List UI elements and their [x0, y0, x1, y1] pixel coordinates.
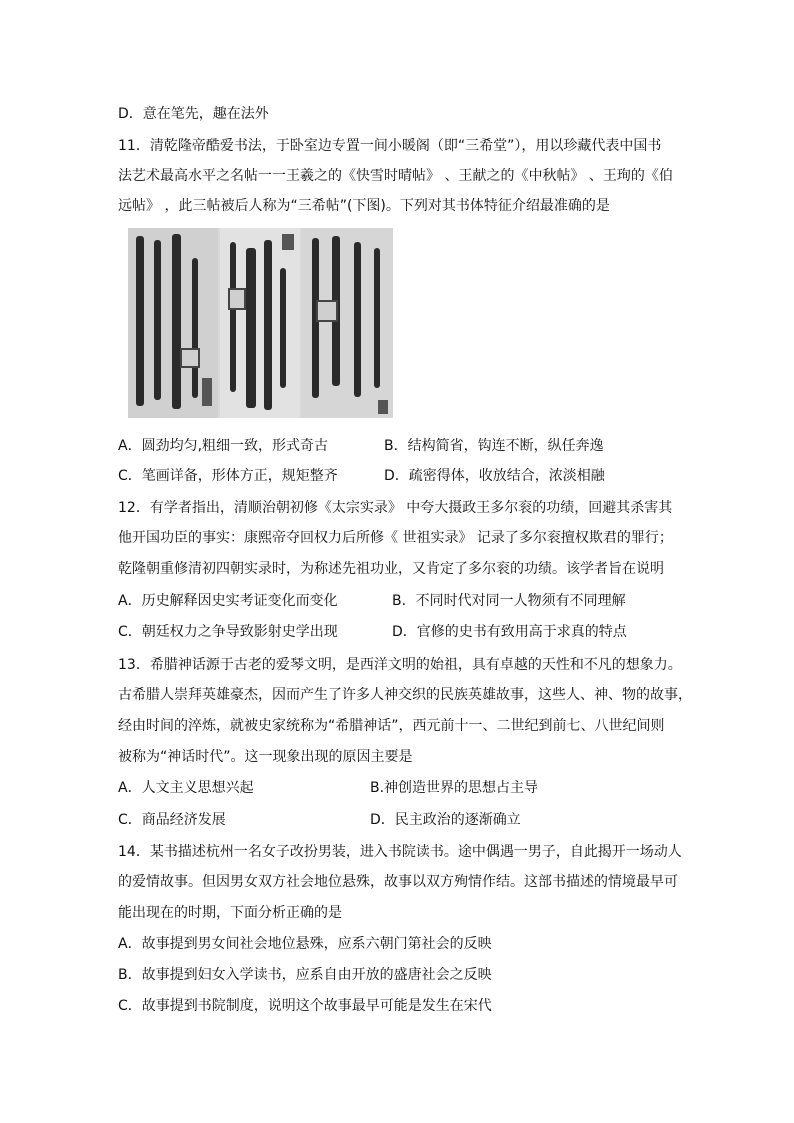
- question-text-line: 14．某书描述杭州一名女子改扮男装，进入书院读书。途中偶遇一男子，自此揭开一场动人: [118, 844, 682, 860]
- option-a[interactable]: A．人文主义思想兴起: [118, 780, 254, 796]
- question-text-line: 12．有学者指出，清顺治朝初修《太宗实录》 中夸大摄政王多尔衮的功绩，回避其杀害其: [118, 500, 673, 516]
- option-d[interactable]: D．官修的史书有致用高于求真的特点: [392, 624, 627, 640]
- option-c[interactable]: C．笔画详备，形体方正，规矩整齐: [118, 468, 338, 484]
- option-c[interactable]: C．故事提到书院制度，说明这个故事最早可能是发生在宋代: [118, 998, 492, 1014]
- option-d[interactable]: D．疏密得体，收放结合，浓淡相融: [384, 468, 605, 484]
- question-text-line: 他开国功臣的事实：康熙帝夺回权力后所修《 世祖实录》 记录了多尔衮擅权欺君的罪行；: [118, 530, 673, 546]
- option-a[interactable]: A．历史解释因史实考证变化而变化: [118, 593, 338, 609]
- option-c[interactable]: C．商品经济发展: [118, 812, 226, 828]
- option-b[interactable]: B．故事提到妇女入学读书，应系自由开放的盛唐社会之反映: [118, 967, 492, 983]
- question-text-line: 被称为“神话时代”。这一现象出现的原因主要是: [118, 749, 413, 765]
- question-text-line: 11．清乾隆帝酷爱书法，于卧室边专置一间小暖阁（即“三希堂”），用以珍藏代表中国书: [118, 138, 662, 154]
- question-text-line: 能出现在的时期，下面分析正确的是: [118, 905, 342, 921]
- option-a[interactable]: A．圆劲均匀,粗细一致，形式奇古: [118, 438, 329, 454]
- question-text-line: 乾隆朝重修清初四朝实录时，为称述先祖功业，又肯定了多尔衮的功绩。该学者旨在说明: [118, 561, 664, 577]
- question-text-line: 古希腊人崇拜英雄豪杰，因而产生了许多人神交织的民族英雄故事，这些人、神、物的故事，: [118, 687, 692, 703]
- calligraphy-panel: [128, 228, 218, 418]
- prev-option-d: D．意在笔先，趣在法外: [118, 106, 269, 122]
- question-text-line: 13．希腊神话源于古老的爱琴文明，是西洋文明的始祖，具有卓越的天性和不凡的想象力。: [118, 657, 682, 673]
- calligraphy-image: [128, 228, 393, 418]
- question-text-line: 法艺术最高水平之名帖一一王羲之的《快雪时晴帖》 、王献之的《中秋帖》 、王珣的《伯: [118, 168, 673, 184]
- option-b[interactable]: B．结构简省，钩连不断，纵任奔逸: [384, 438, 604, 454]
- option-b[interactable]: B.神创造世界的思想占主导: [370, 780, 539, 796]
- question-text-line: 远帖》 ，此三帖被后人称为“三希帖”(下图)。下列对其书体特征介绍最准确的是: [118, 198, 610, 214]
- question-text-line: 的爱情故事。但因男女双方社会地位悬殊，故事以双方殉情作结。这部书描述的情境最早可: [118, 874, 678, 890]
- question-text-line: 经由时间的淬炼，就被史家统称为“希腊神话”，西元前十一、二世纪到前七、八世纪间则: [118, 718, 665, 734]
- option-c[interactable]: C．朝廷权力之争导致影射史学出现: [118, 624, 338, 640]
- calligraphy-panel: [302, 228, 393, 418]
- option-a[interactable]: A．故事提到男女间社会地位悬殊，应系六朝门第社会的反映: [118, 936, 492, 952]
- option-b[interactable]: B．不同时代对同一人物须有不同理解: [392, 593, 626, 609]
- option-d[interactable]: D．民主政治的逐渐确立: [370, 812, 521, 828]
- calligraphy-panel: [220, 228, 300, 418]
